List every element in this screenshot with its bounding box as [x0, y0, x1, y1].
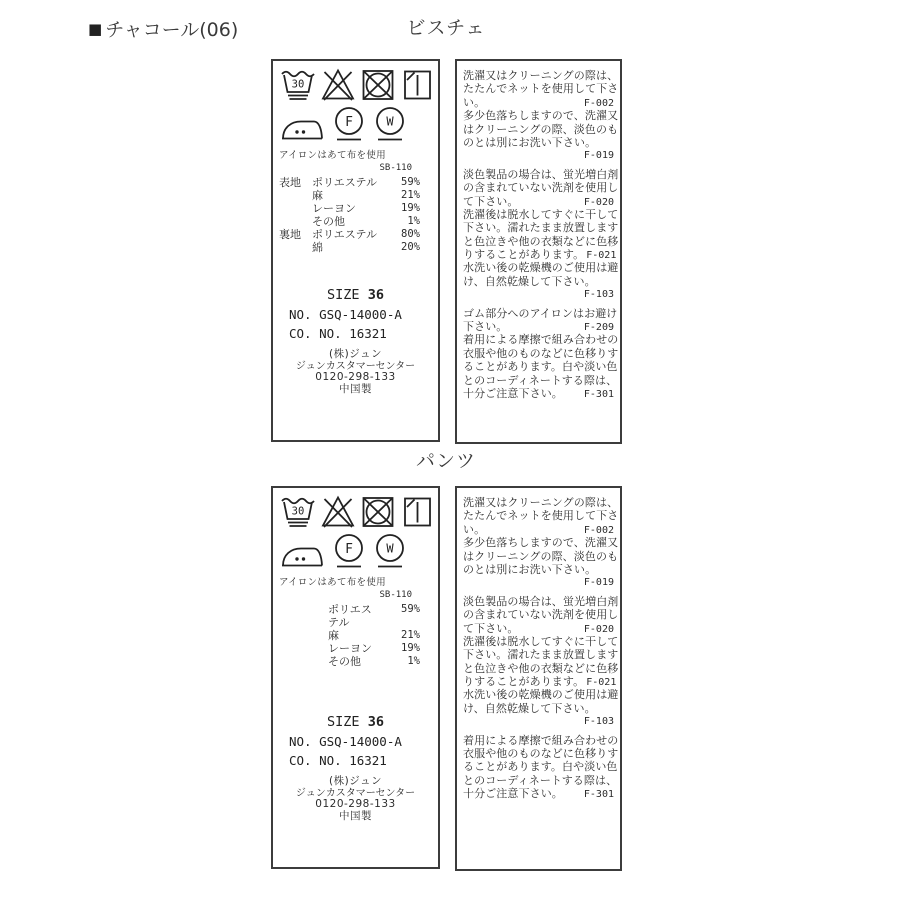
- composition-row: [279, 215, 420, 228]
- do-not-bleach-icon: [320, 494, 356, 530]
- instruction-code: F-301: [583, 388, 614, 400]
- instruction-text: りすることがあります。: [463, 248, 585, 262]
- instruction-text: 十分ご注意下さい。: [463, 787, 563, 801]
- instruction-text: と色泣きや他の衣類などに色移: [463, 234, 619, 248]
- instruction-line: [463, 195, 614, 208]
- instruction-line: [463, 523, 614, 536]
- fabric-part: 表地: [279, 176, 301, 189]
- instruction-line: [463, 536, 619, 550]
- instruction-code: F-020: [583, 196, 614, 208]
- instruction-text: のとは別にお洗い下さい。: [463, 135, 597, 149]
- instruction-code: F-103: [583, 289, 614, 301]
- instruction-line: [463, 622, 614, 635]
- care-symbols-row1: [280, 67, 432, 103]
- company-line: 中国製: [339, 809, 372, 822]
- instruction-text: 下さい。濡れたまま放置します: [463, 648, 619, 662]
- color-name: チャコール(06): [105, 19, 239, 41]
- fabric-percent: 80%: [401, 228, 420, 240]
- instruction-line: [463, 181, 619, 195]
- label-code: SB-110: [379, 163, 412, 173]
- composition-row: [279, 603, 420, 629]
- svg-text:30: 30: [291, 505, 305, 518]
- company-line: ジュンカスタマーセンター: [295, 360, 416, 372]
- svg-text:W: W: [386, 541, 394, 556]
- instruction-text: 淡色製品の場合は、蛍光増白剤: [463, 167, 619, 181]
- instruction-line: [463, 333, 619, 347]
- instruction-text: 多少色落ちしますので、洗濯又: [463, 536, 619, 550]
- instruction-text: 着用による摩擦で組み合わせの: [463, 333, 619, 347]
- do-not-bleach-icon: [320, 67, 356, 103]
- composition-row: [279, 655, 420, 668]
- instruction-text: 水洗い後の乾燥機のご使用は避: [463, 261, 619, 275]
- size-block: [273, 287, 438, 395]
- instruction-line: [463, 360, 618, 374]
- composition-row: [279, 176, 420, 189]
- instruction-text: ゴム部分へのアイロンはお避け: [463, 306, 618, 320]
- instruction-code: F-021: [586, 677, 617, 689]
- company-line: (株)ジュン: [329, 775, 382, 787]
- instruction-code: F-103: [583, 716, 614, 728]
- fabric-percent: 1%: [407, 655, 420, 667]
- instruction-text: 洗濯又はクリーニングの際は、: [463, 496, 619, 509]
- fabric-material: 麻: [328, 629, 339, 642]
- instruction-text: 衣服や他のものなどに色移りす: [463, 747, 619, 761]
- instruction-line: [463, 387, 614, 400]
- instruction-code: F-002: [583, 97, 614, 109]
- wash-30-very-gentle-icon: [280, 494, 316, 530]
- fabric-part: [279, 241, 312, 254]
- instruction-line: [463, 248, 617, 262]
- instruction-line: [463, 608, 619, 622]
- instruction-code: F-019: [583, 150, 614, 162]
- fabric-percent: 21%: [401, 629, 420, 641]
- instruction-line: [463, 648, 619, 662]
- instruction-line: [463, 747, 619, 761]
- svg-text:W: W: [386, 114, 394, 129]
- company-block: [273, 349, 438, 395]
- composition-row: [279, 629, 420, 642]
- instruction-line: [463, 96, 614, 109]
- instruction-text: 洗濯後は脱水してすぐに干して: [463, 634, 619, 648]
- fabric-part: [279, 642, 328, 655]
- instruction-line: [463, 320, 614, 333]
- composition-row: [279, 202, 420, 215]
- pants-care-panel: [271, 486, 440, 869]
- instruction-text: い。: [463, 522, 486, 536]
- company-block: [273, 776, 438, 822]
- size-label: SIZE: [327, 287, 360, 303]
- instruction-text: 多少色落ちしますので、洗濯又: [463, 109, 619, 123]
- instruction-text: い。: [463, 95, 486, 109]
- dryclean-F-gentle-icon: [333, 106, 365, 142]
- instruction-code: F-209: [583, 322, 614, 334]
- instruction-text: け、自然乾燥して下さい。: [463, 274, 596, 288]
- color-swatch-icon: ■: [88, 19, 103, 38]
- instruction-line: [463, 661, 619, 675]
- instruction-text: 洗濯又はクリーニングの際は、: [463, 69, 619, 82]
- line-dry-in-shade-icon: [400, 67, 434, 103]
- instruction-text: 下さい。濡れたまま放置します: [463, 221, 619, 235]
- instruction-line: [463, 288, 614, 301]
- instruction-line: [463, 787, 614, 800]
- instruction-line: [463, 234, 619, 248]
- instruction-line: [463, 207, 619, 221]
- instruction-text: の含まれていない洗剤を使用し: [463, 181, 619, 195]
- iron-note: アイロンはあて布を使用: [279, 150, 386, 161]
- instruction-code: F-019: [583, 577, 614, 589]
- instruction-code: F-020: [583, 623, 614, 635]
- instruction-code: F-002: [583, 524, 614, 536]
- instruction-line: [463, 221, 619, 235]
- iron-note: アイロンはあて布を使用: [279, 577, 386, 588]
- instruction-line: [463, 509, 619, 523]
- fabric-material: 麻: [312, 189, 323, 202]
- company-line: 0120-298-133: [315, 371, 396, 383]
- product-no: NO. GSQ-14000-A: [289, 734, 402, 749]
- instruction-line: [463, 773, 618, 787]
- instruction-line: [463, 306, 618, 320]
- fabric-percent: 1%: [407, 215, 420, 227]
- instruction-text: とのコーディネートする際は、: [463, 373, 618, 387]
- fabric-percent: 59%: [401, 176, 420, 188]
- dryclean-F-gentle-icon: [333, 533, 365, 569]
- fabric-material: ポリエステル: [312, 228, 378, 241]
- fabric-percent: 59%: [401, 603, 420, 615]
- instruction-text: ることがあります。白や淡い色: [463, 760, 618, 774]
- fabric-material: その他: [312, 215, 345, 228]
- size-block: [273, 714, 438, 822]
- size-value: 36: [367, 714, 384, 730]
- instruction-line: [463, 733, 619, 747]
- instruction-text: たたんでネットを使用して下さ: [463, 82, 619, 96]
- fabric-part: [279, 215, 312, 228]
- section-title-pants: パンツ: [415, 450, 476, 472]
- wetclean-W-gentle-icon: [374, 533, 406, 569]
- size-value: 36: [367, 287, 384, 303]
- instruction-text: はクリーニングの際、淡色のも: [463, 122, 619, 136]
- instruction-text: ることがあります。白や淡い色: [463, 360, 618, 374]
- instruction-line: [463, 69, 619, 82]
- fabric-material: ポリエステル: [328, 603, 372, 629]
- composition-row: [279, 241, 420, 254]
- instruction-line: [463, 373, 618, 387]
- fabric-part: [279, 603, 328, 629]
- fabric-composition: [279, 603, 432, 668]
- company-line: 中国製: [339, 382, 372, 395]
- wetclean-W-gentle-icon: [374, 106, 406, 142]
- size-label: SIZE: [327, 714, 360, 730]
- composition-row: [279, 642, 420, 655]
- instruction-line: [463, 496, 619, 509]
- size-line: [273, 714, 438, 730]
- iron-icon: [280, 112, 324, 142]
- instruction-line: [463, 594, 619, 608]
- company-no: CO. NO. 16321: [289, 753, 387, 768]
- instruction-code: F-021: [586, 250, 617, 262]
- instruction-text: と色泣きや他の衣類などに色移: [463, 661, 619, 675]
- fabric-material: レーヨン: [312, 202, 356, 215]
- instruction-text: 淡色製品の場合は、蛍光増白剤: [463, 594, 619, 608]
- fabric-percent: 21%: [401, 189, 420, 201]
- instruction-text: け、自然乾燥して下さい。: [463, 701, 596, 715]
- do-not-tumble-dry-icon: [360, 494, 396, 530]
- instruction-line: [463, 275, 614, 288]
- care-symbols-row2: [280, 106, 432, 142]
- instruction-text: 衣服や他のものなどに色移りす: [463, 346, 619, 360]
- instruction-line: [463, 702, 614, 715]
- instruction-line: [463, 760, 618, 774]
- svg-text:30: 30: [291, 78, 305, 91]
- company-line: 0120-298-133: [315, 798, 396, 810]
- instruction-text: りすることがあります。: [463, 675, 585, 689]
- instruction-line: [463, 109, 619, 123]
- line-dry-in-shade-icon: [400, 494, 434, 530]
- color-swatch-row: [88, 15, 238, 42]
- instruction-line: [463, 715, 614, 728]
- instruction-line: [463, 167, 619, 181]
- company-no: CO. NO. 16321: [289, 326, 387, 341]
- instruction-text: 洗濯後は脱水してすぐに干して: [463, 207, 619, 221]
- instruction-line: [463, 149, 614, 162]
- instruction-line: [463, 261, 619, 275]
- care-symbols-row2: [280, 533, 432, 569]
- fabric-percent: 19%: [401, 642, 420, 654]
- product-no: NO. GSQ-14000-A: [289, 307, 402, 322]
- instruction-line: [463, 136, 614, 149]
- svg-text:F: F: [345, 115, 353, 130]
- instruction-text: 着用による摩擦で組み合わせの: [463, 733, 619, 747]
- instruction-line: [463, 675, 617, 689]
- instruction-line: [463, 563, 614, 576]
- instruction-code: F-301: [583, 789, 614, 801]
- bustier-care-panel: [271, 59, 440, 442]
- instruction-text: 水洗い後の乾燥機のご使用は避: [463, 688, 619, 702]
- instruction-line: [463, 346, 619, 360]
- fabric-part: [279, 189, 312, 202]
- do-not-tumble-dry-icon: [360, 67, 396, 103]
- instruction-text: はクリーニングの際、淡色のも: [463, 549, 619, 563]
- fabric-percent: 20%: [401, 241, 420, 253]
- fabric-material: ポリエステル: [312, 176, 378, 189]
- care-symbols-row1: [280, 494, 432, 530]
- instruction-text: て下さい。: [463, 194, 519, 208]
- fabric-material: レーヨン: [328, 642, 372, 655]
- instruction-text: て下さい。: [463, 621, 519, 635]
- pants-instructions-panel: [455, 486, 622, 871]
- instruction-text: 十分ご注意下さい。: [463, 386, 563, 400]
- fabric-percent: 19%: [401, 202, 420, 214]
- iron-icon: [280, 539, 324, 569]
- bustier-instructions-panel: [455, 59, 622, 444]
- instruction-line: [463, 549, 619, 563]
- composition-row: [279, 189, 420, 202]
- wash-30-very-gentle-icon: [280, 67, 316, 103]
- company-line: ジュンカスタマーセンター: [295, 787, 416, 799]
- fabric-composition: [279, 176, 432, 254]
- fabric-material: その他: [328, 655, 361, 668]
- instruction-line: [463, 576, 614, 589]
- composition-row: [279, 228, 420, 241]
- instruction-text: たたんでネットを使用して下さ: [463, 509, 619, 523]
- instruction-text: とのコーディネートする際は、: [463, 773, 618, 787]
- label-code: SB-110: [379, 590, 412, 600]
- instruction-line: [463, 122, 619, 136]
- fabric-part: [279, 629, 328, 642]
- fabric-part: 裏地: [279, 228, 301, 241]
- instruction-text: 下さい。: [463, 320, 508, 334]
- instruction-text: のとは別にお洗い下さい。: [463, 562, 597, 576]
- instruction-line: [463, 634, 619, 648]
- svg-text:F: F: [345, 542, 353, 557]
- fabric-part: [279, 655, 328, 668]
- size-line: [273, 287, 438, 303]
- fabric-part: [279, 202, 312, 215]
- section-title-bustier: ビスチェ: [406, 17, 486, 39]
- fabric-material: 綿: [312, 241, 323, 254]
- company-line: (株)ジュン: [329, 348, 382, 360]
- instruction-line: [463, 82, 619, 96]
- instruction-text: の含まれていない洗剤を使用し: [463, 608, 619, 622]
- instruction-line: [463, 688, 619, 702]
